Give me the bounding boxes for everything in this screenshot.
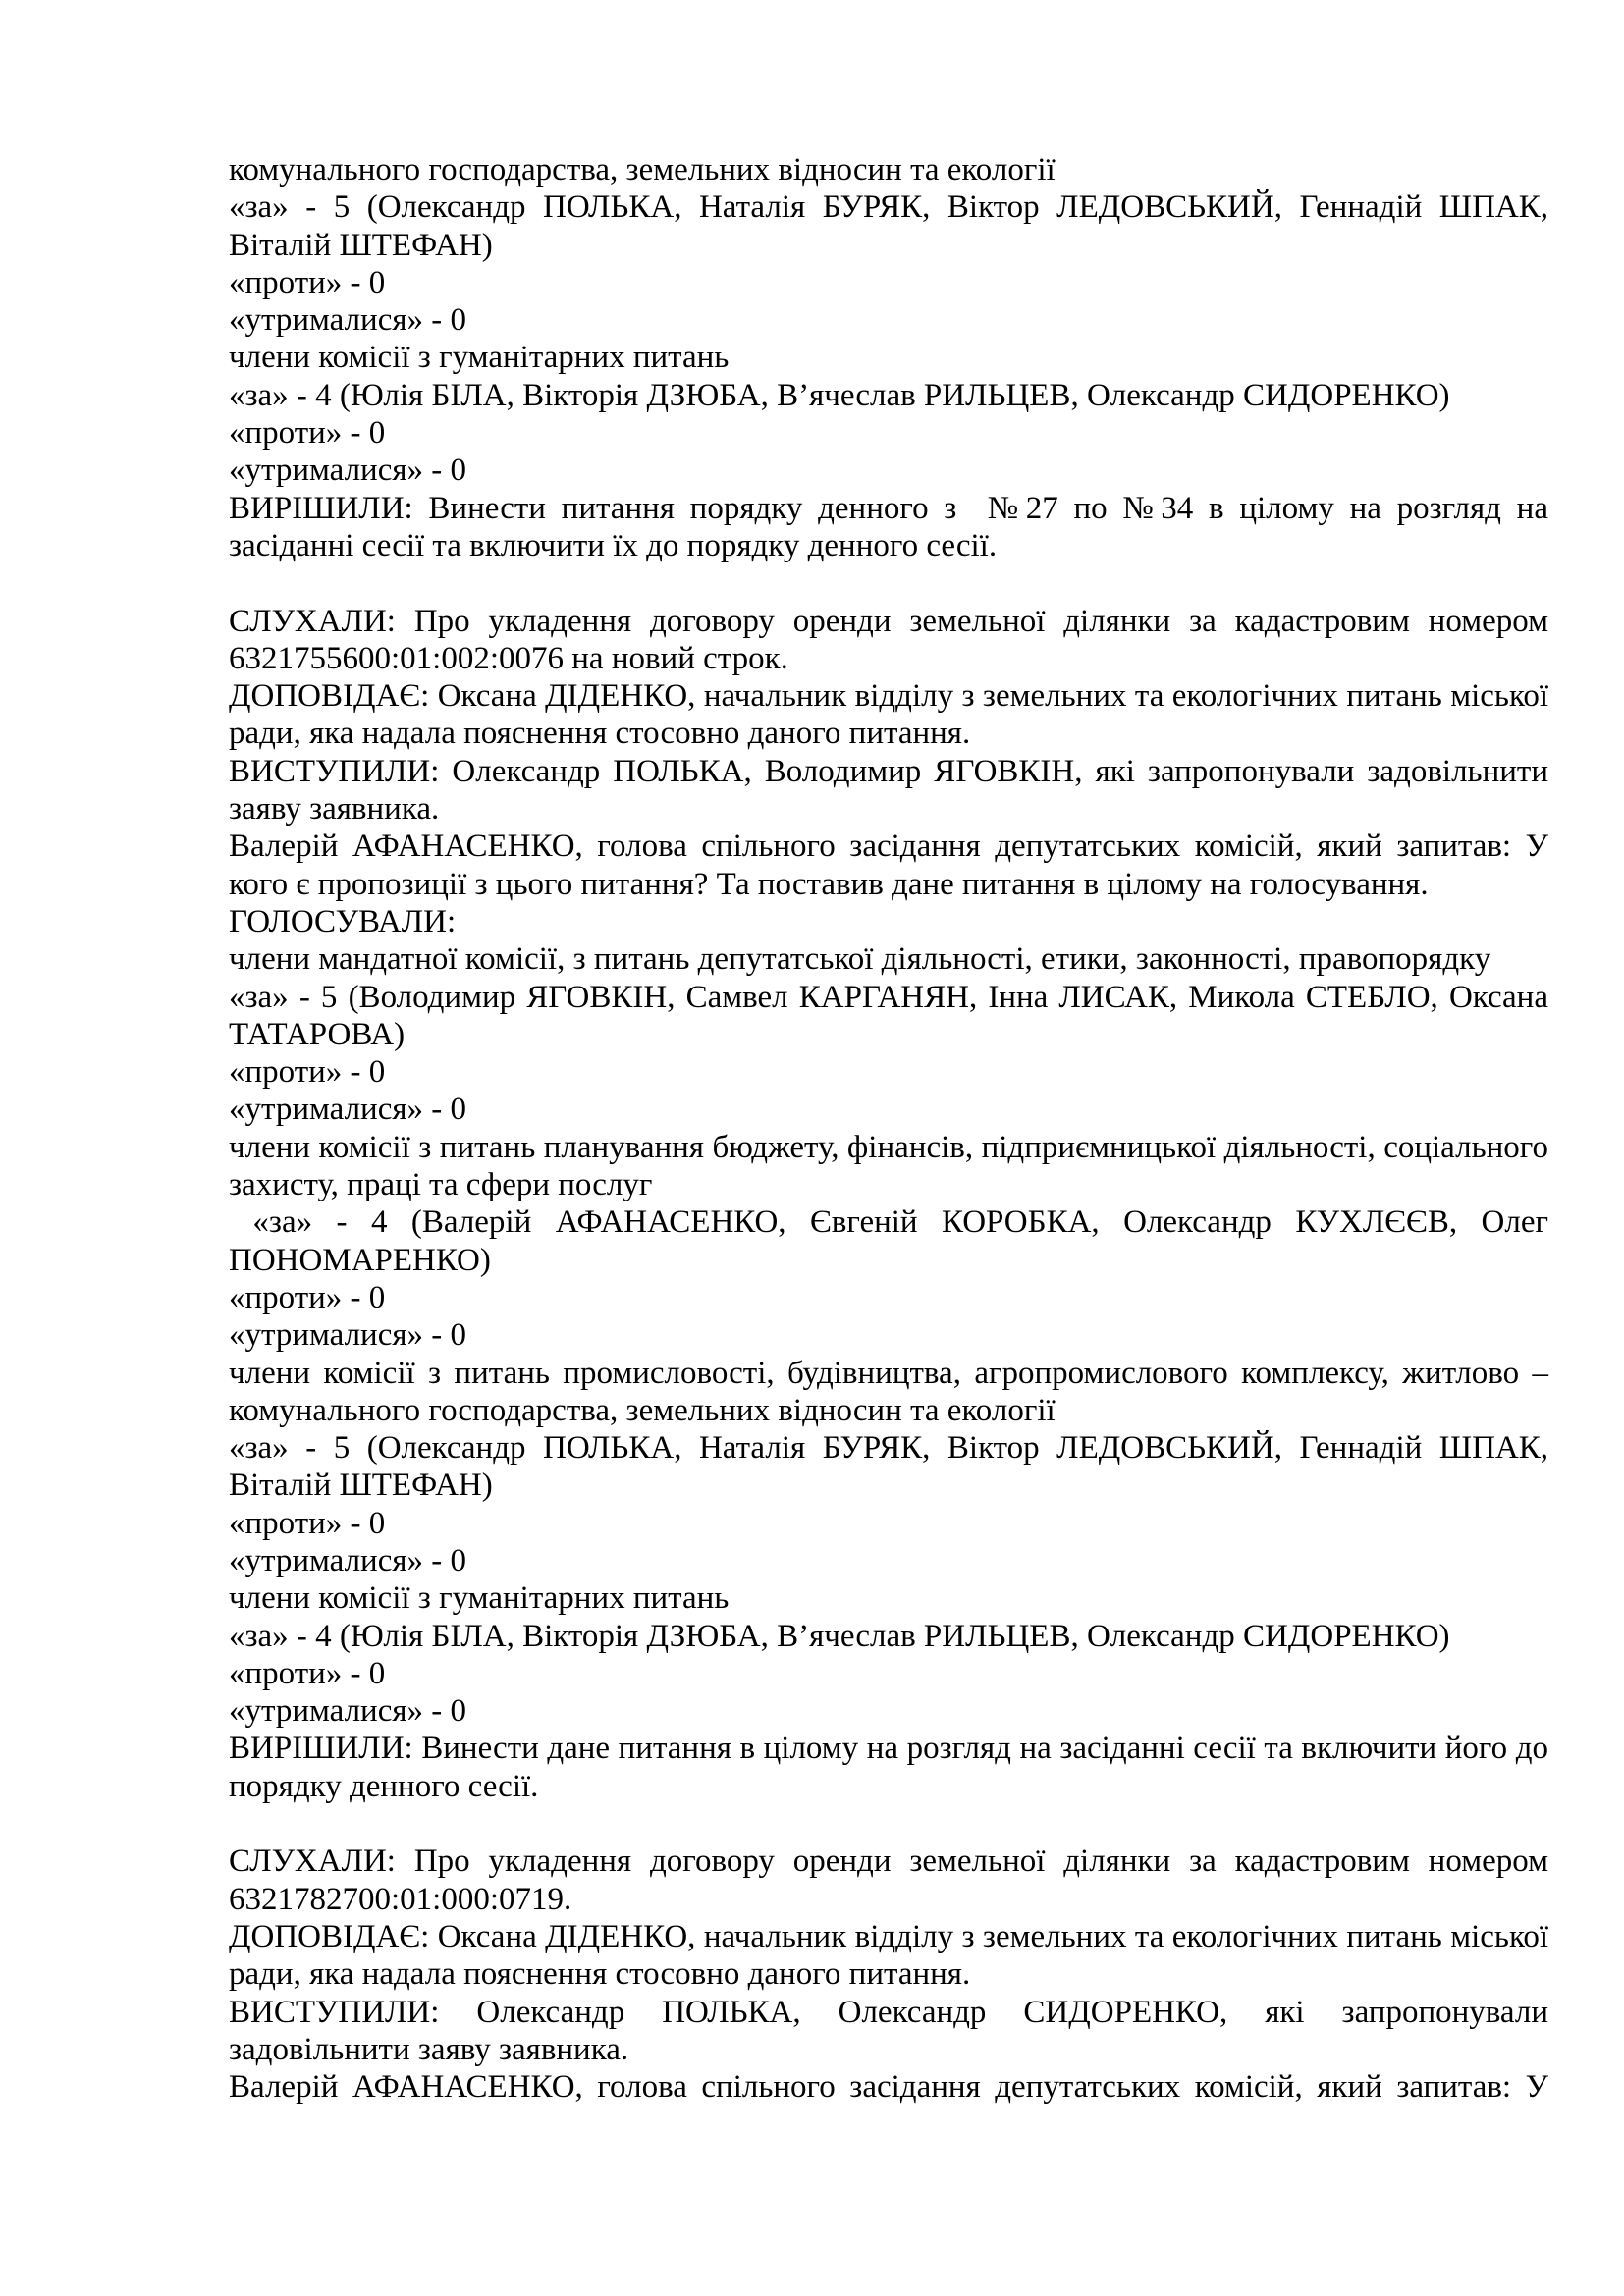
paragraph: Валерій АФАНАСЕНКО, голова спільного засідання депутатських комісій, який запитав: У кого є пропозиції з цього питання? Та поставив дане питання в цілому на голосування.	[229, 828, 1548, 902]
paragraph: «проти» - 0	[229, 264, 386, 300]
paragraph: члени комісії з гуманітарних питань	[229, 340, 730, 376]
paragraph: «за» - 4 (Юлія БІЛА, Вікторія ДЗЮБА, В’ячеслав РИЛЬЦЕВ, Олександр СИДОРЕНКО)	[229, 377, 1450, 413]
paragraph: СЛУХАЛИ: Про укладення договору оренди земельної ділянки за кадастровим номером 6321755600:01:002:0076 на новий строк.	[229, 603, 1548, 676]
paragraph: члени комісії з питань промисловості, будівництва, агропромислового комплексу, житлово – комунального господарства, земельних відносин та екології	[229, 1355, 1548, 1428]
blank-line	[229, 1805, 1548, 1842]
paragraph: «за» - 5 (Олександр ПОЛЬКА, Наталія БУРЯК, Віктор ЛЕДОВСЬКИЙ, Геннадій ШПАК, Віталій ШТЕФАН)	[229, 1430, 1548, 1504]
paragraph: «за» - 4 (Юлія БІЛА, Вікторія ДЗЮБА, В’ячеслав РИЛЬЦЕВ, Олександр СИДОРЕНКО)	[229, 1618, 1450, 1654]
paragraph: «проти» - 0	[229, 1505, 386, 1541]
paragraph: «утрималися» - 0	[229, 1317, 467, 1354]
paragraph: «проти» - 0	[229, 1054, 386, 1091]
paragraph: ВИСТУПИЛИ: Олександр ПОЛЬКА, Володимир ЯГОВКІН, які запропонували задовільнити заяву заявника.	[229, 753, 1548, 828]
paragraph: «проти» - 0	[229, 415, 386, 452]
paragraph: «за» - 5 (Володимир ЯГОВКІН, Самвел КАРГАНЯН, Інна ЛИСАК, Микола СТЕБЛО, Оксана ТАТАРОВА)	[229, 979, 1548, 1052]
paragraph: «утрималися» - 0	[229, 302, 467, 339]
paragraph: ДОПОВІДАЄ: Оксана ДІДЕНКО, начальник відділу з земельних та екологічних питань міської ради, яка надала пояснення стосовно даного питання.	[229, 1918, 1548, 1993]
paragraph: ВИРІШИЛИ: Винести дане питання в цілому на розгляд на засіданні сесії та включити його до порядку денного сесії.	[229, 1731, 1548, 1804]
paragraph: члени комісії з питань планування бюджету, фінансів, підприємницької діяльності, соціального захисту, праці та сфери послуг	[229, 1129, 1548, 1203]
paragraph: СЛУХАЛИ: Про укладення договору оренди земельної ділянки за кадастровим номером 6321782700:01:000:0719.	[229, 1843, 1548, 1917]
paragraph: ВИСТУПИЛИ: Олександр ПОЛЬКА, Олександр СИДОРЕНКО, які запропонували задовільнити заяву заявника.	[229, 1994, 1548, 2067]
blank-line	[229, 564, 1548, 602]
paragraph: «утрималися» - 0	[229, 1693, 467, 1730]
paragraph: ГОЛОСУВАЛИ:	[229, 903, 457, 939]
document-content	[229, 151, 1548, 2106]
paragraph: «за» - 5 (Олександр ПОЛЬКА, Наталія БУРЯК, Віктор ЛЕДОВСЬКИЙ, Геннадій ШПАК, Віталій ШТЕФАН)	[229, 189, 1548, 263]
paragraph: «утрималися» - 0	[229, 453, 467, 489]
paragraph: члени мандатної комісії, з питань депутатської діяльності, етики, законності, правопорядку	[229, 941, 1491, 978]
paragraph: Валерій АФАНАСЕНКО, голова спільного засідання депутатських комісій, який запитав: У	[229, 2069, 1548, 2106]
paragraph: «утрималися» - 0	[229, 1542, 467, 1578]
paragraph: «проти» - 0	[229, 1279, 386, 1315]
paragraph: «за» - 4 (Валерій АФАНАСЕНКО, Євгеній КОРОБКА, Олександр КУХЛЄЄВ, Олег ПОНОМАРЕНКО)	[229, 1204, 1548, 1278]
paragraph: ДОПОВІДАЄ: Оксана ДІДЕНКО, начальник відділу з земельних та екологічних питань міської ради, яка надала пояснення стосовно даного питання.	[229, 678, 1548, 752]
paragraph: комунального господарства, земельних відносин та екології	[229, 152, 1056, 187]
paragraph: ВИРІШИЛИ: Винести питання порядку денного з №27 по №34 в цілому на розгляд на засіданні сесії та включити їх до порядку денного сесії.	[229, 490, 1548, 563]
paragraph: «утрималися» - 0	[229, 1092, 467, 1128]
paragraph: члени комісії з гуманітарних питань	[229, 1580, 730, 1617]
paragraph: «проти» - 0	[229, 1655, 386, 1691]
